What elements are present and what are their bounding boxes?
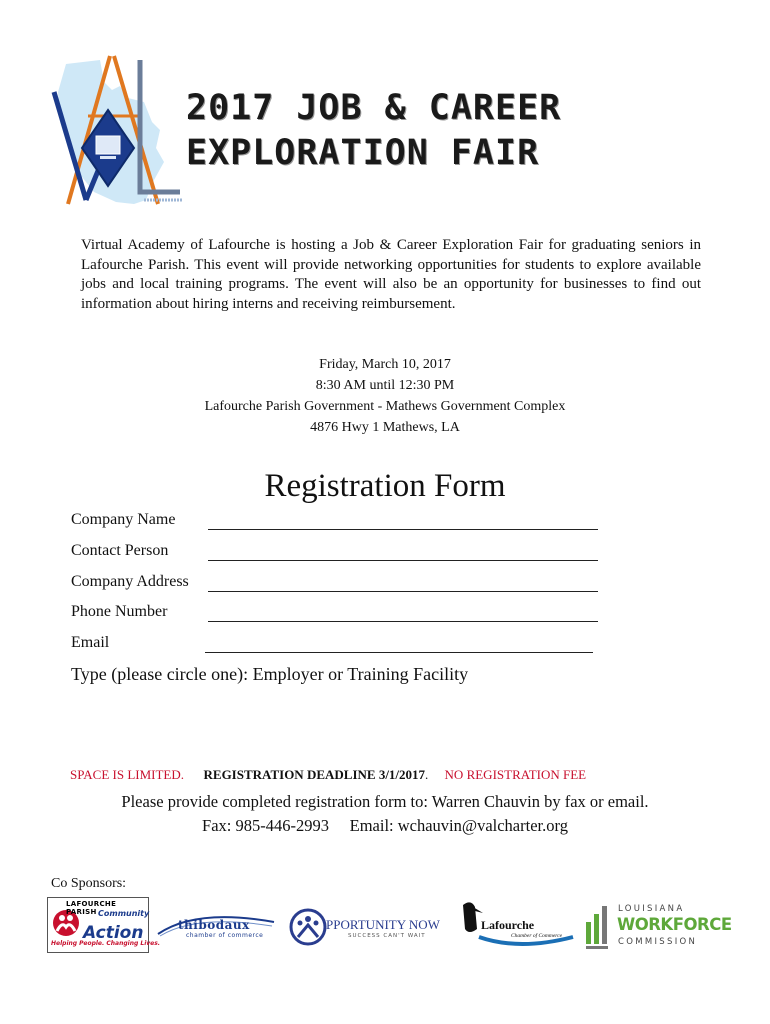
company-address-field[interactable] [208, 591, 598, 592]
louisiana-workforce-commission-logo [584, 900, 732, 954]
company-name-field[interactable] [208, 529, 598, 530]
no-fee-text: NO REGISTRATION FEE [444, 767, 587, 782]
submission-line: Please provide completed registration form to: Warren Chauvin by fax or email. [121, 792, 649, 811]
event-details [0, 354, 770, 438]
val-logo-icon [48, 52, 183, 210]
lafourche-name: Lafourche [481, 918, 535, 932]
thibodaux-chamber-logo [156, 912, 276, 942]
space-limited-text: SPACE IS LIMITED. [70, 767, 185, 782]
lwc-mid: WORKFORCE [617, 915, 732, 934]
contact-info [0, 814, 770, 838]
registration-form-title: Registration Form [264, 468, 506, 504]
workforce-bars-icon [584, 902, 614, 952]
co-sponsors-heading: Co Sponsors: [51, 876, 127, 891]
company-address-label: Company Address [71, 573, 189, 590]
lca-action-text: Action [83, 923, 144, 943]
thibodaux-name: thibodaux [178, 918, 250, 932]
phone-number-field[interactable] [208, 621, 598, 622]
event-time: 8:30 AM until 12:30 PM [315, 378, 455, 393]
page-title [186, 86, 746, 176]
company-name-label: Company Name [71, 511, 176, 528]
lca-tagline: Helping People. Changing Lives. [51, 940, 161, 947]
lwc-bottom: COMMISSION [618, 937, 698, 947]
opportunity-now-logo [288, 905, 453, 949]
title-line-1: 2017 JOB & CAREER [186, 88, 562, 128]
phone-number-row [71, 603, 631, 631]
lafourche-sub: Chamber of Commerce [511, 933, 563, 939]
fax-number: Fax: 985-446-2993 [202, 816, 329, 835]
type-selection: Type (please circle one): Employer or Training Facility [71, 664, 469, 684]
opportunity-sub: SUCCESS CAN'T WAIT [348, 933, 426, 939]
lafourche-chamber-logo [459, 899, 577, 951]
thibodaux-sub: chamber of commerce [186, 932, 264, 939]
event-venue: Lafourche Parish Government - Mathews Government Complex [204, 399, 566, 414]
email-field[interactable] [205, 652, 593, 653]
contact-person-field[interactable] [208, 560, 598, 561]
submission-instructions [0, 790, 770, 838]
deadline-text: REGISTRATION DEADLINE 3/1/2017 [203, 767, 426, 782]
phone-number-label: Phone Number [71, 603, 168, 620]
opportunity-name: PPORTUNITY NOW [326, 917, 440, 932]
registration-notice: SPACE IS LIMITED. REGISTRATION DEADLINE 3/1/2017. NO REGISTRATION FEE [70, 767, 587, 782]
intro-paragraph: Virtual Academy of Lafourche is hosting a Job & Career Exploration Fair for graduating seniors in Lafourche Parish. This event will provide networking opportunities for students to explore available jobs and local training programs. The event will also be an opportunity for businesses to find out information about hiring interns and receiving reimbursement. [81, 237, 701, 312]
title-line-2: EXPLORATION FAIR [186, 133, 540, 173]
lca-top-text: LAFOURCHE PARISH [66, 900, 117, 916]
lwc-top: LOUISIANA [618, 904, 685, 914]
lafourche-community-action-logo [47, 897, 161, 953]
lca-community-text: Community [98, 909, 150, 918]
company-address-row [71, 573, 631, 601]
company-name-row [71, 511, 631, 539]
email-label: Email [71, 634, 110, 651]
email-address[interactable]: Email: wchauvin@valcharter.org [349, 816, 568, 835]
contact-person-label: Contact Person [71, 542, 169, 559]
event-address: 4876 Hwy 1 Mathews, LA [310, 420, 460, 435]
email-row [71, 634, 631, 662]
event-date: Friday, March 10, 2017 [319, 357, 451, 372]
o-people-icon [288, 907, 328, 947]
contact-person-row [71, 542, 631, 570]
